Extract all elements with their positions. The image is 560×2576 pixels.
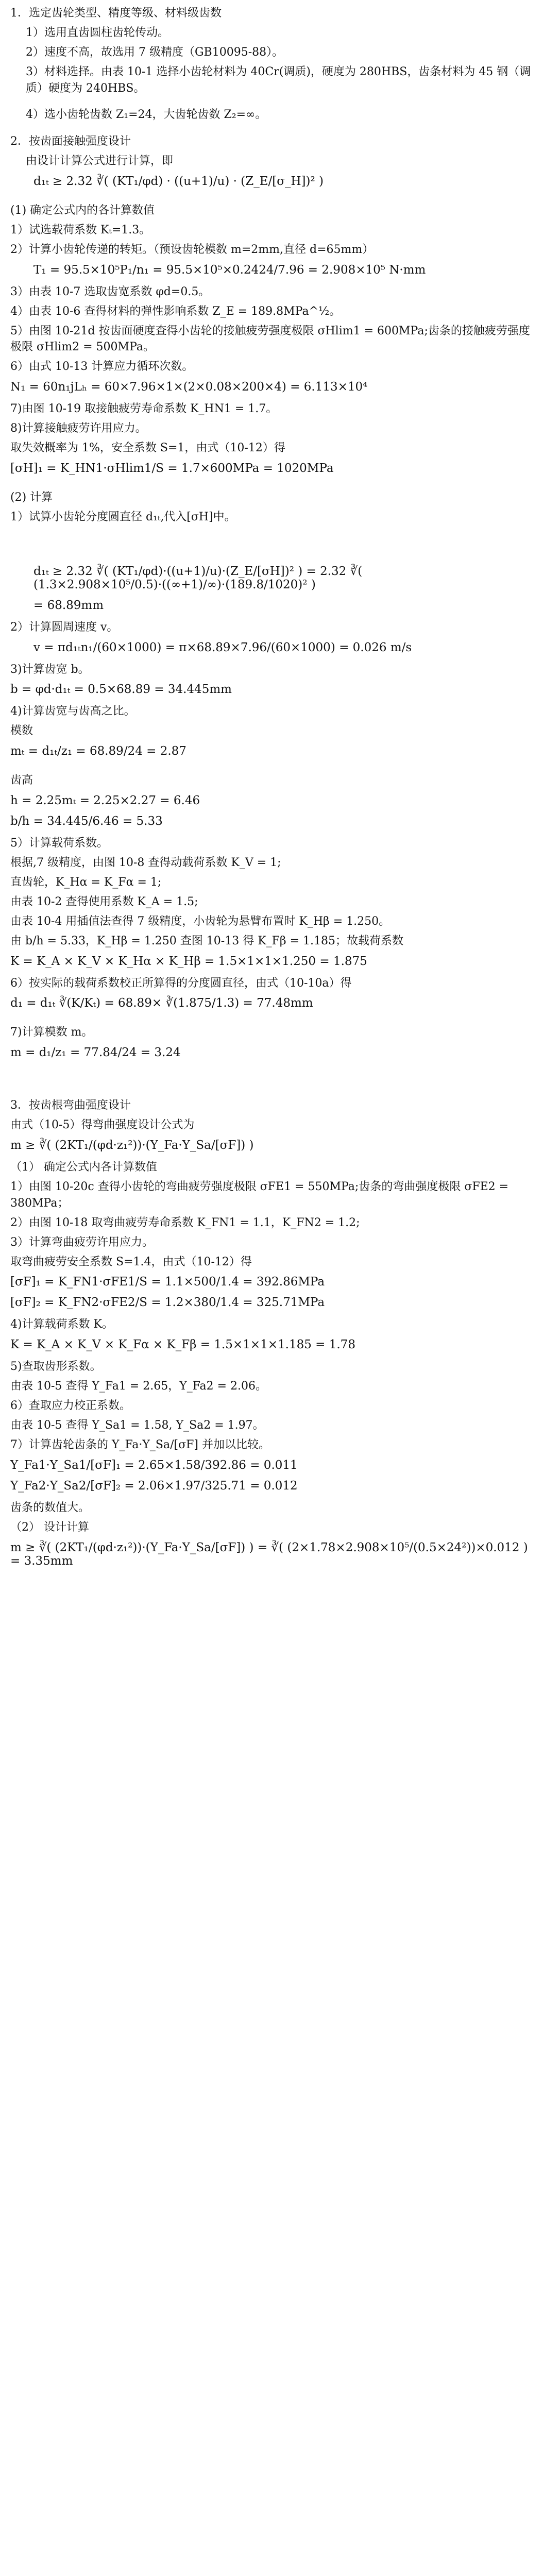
text-line: （2） 设计计算	[10, 1520, 89, 1534]
text-line: 5)查取齿形系数。	[10, 1360, 101, 1374]
text-line: 2）速度不高，故选用 7 级精度（GB10095-88）。	[26, 45, 284, 59]
text-line: 8)计算接触疲劳许用应力。	[10, 422, 147, 435]
text-line: 7）计算齿轮齿条的 Y_Fa·Y_Sa/[σF] 并加以比较。	[10, 1438, 270, 1451]
text-line: 由表 10-5 查得 Y_Fa1 = 2.65，Y_Fa2 = 2.06。	[10, 1380, 267, 1393]
text-line: 5）计算载荷系数。	[10, 837, 108, 850]
text-line: 齿高	[10, 774, 33, 787]
text-line: 由表 10-4 用插值法查得 7 级精度，小齿轮为悬臂布置时 K_Hβ = 1.250。	[10, 914, 391, 928]
text-line: 3）计算弯曲疲劳许用应力。	[10, 1235, 154, 1249]
formula-load-factor: K = K_A × K_V × K_Hα × K_Hβ = 1.5×1×1×1.250 = 1.875	[10, 954, 367, 968]
text-line: 由 b/h = 5.33，K_Hβ = 1.250 查图 10-13 得 K_Fβ = 1.185；故载荷系数	[10, 934, 404, 947]
section-2-title: 2．按齿面接触强度设计	[10, 135, 131, 148]
text-line: 7)由图 10-19 取接触疲劳寿命系数 K_HN1 = 1.7。	[10, 402, 278, 416]
text-line: 2）由图 10-18 取弯曲疲劳寿命系数 K_FN1 = 1.1，K_FN2 = 1.2;	[10, 1216, 360, 1229]
text-line: 4)计算齿宽与齿高之比。	[10, 705, 135, 718]
formula-trial-diameter: d₁ₜ ≥ 2.32 ∛( (KT₁/φd)·((u+1)/u)·(Z_E/[σH])² ) = 2.32 ∛( (1.3×2.908×10⁵/0.5)·((∞+1)/∞)·(189.8/1020)² )	[33, 564, 363, 591]
formula-module: mₜ = d₁ₜ/z₁ = 68.89/24 = 2.87	[10, 744, 186, 758]
text-line: 4）由表 10-6 查得材料的弹性影响系数 Z_E = 189.8MPa^½。	[10, 304, 341, 318]
text-line: 6）查取应力校正系数。	[10, 1399, 131, 1413]
text-line: 6）由式 10-13 计算应力循环次数。	[10, 360, 194, 374]
section-3-title: 3．按齿根弯曲强度设计	[10, 1099, 131, 1112]
formula-allowable-contact: [σH]₁ = K_HN1·σHlim1/S = 1.7×600MPa = 1020MPa	[10, 461, 334, 475]
text-line: 取失效概率为 1%，安全系数 S=1，由式（10-12）得	[10, 442, 285, 455]
text-line: 由设计计算公式进行计算，即	[26, 155, 174, 168]
formula-bending-design: m ≥ ∛( (2KT₁/(φd·z₁²))·(Y_Fa·Y_Sa/[σF]) )	[10, 1139, 254, 1153]
formula-final-module: m ≥ ∛( (2KT₁/(φd·z₁²))·(Y_Fa·Y_Sa/[σF]) ) = ∛( (2×1.78×2.908×10⁵/(0.5×24²))×0.012 ) = 3.35mm	[10, 1540, 528, 1568]
text-line: 1）试算小齿轮分度圆直径 d₁ₜ,代入[σH]中。	[10, 510, 236, 523]
text-line: 由表 10-2 查得使用系数 K_A = 1.5;	[10, 895, 198, 908]
text-line: 6）按实际的载荷系数校正所算得的分度圆直径，由式（10-10a）得	[10, 976, 352, 990]
section-1-title: 1．选定齿轮类型、精度等级、材料级齿数	[10, 7, 222, 20]
text-line: (1) 确定公式内的各计算数值	[10, 204, 155, 217]
text-line: 4）选小齿轮齿数 Z₁=24，大齿轮齿数 Z₂=∞。	[26, 108, 267, 122]
formula-ratio-gear: Y_Fa1·Y_Sa1/[σF]₁ = 2.65×1.58/392.86 = 0.011	[10, 1458, 298, 1472]
text-line: 1）由图 10-20c 查得小齿轮的弯曲疲劳强度极限 σFE1 = 550MPa;齿条的弯曲强度极限 σFE2 = 380MPa；	[10, 1180, 509, 1210]
text-line: 7)计算模数 m。	[10, 1026, 93, 1039]
text-line: 5）由图 10-21d 按齿面硬度查得小齿轮的接触疲劳强度极限 σHlim1 = 600MPa;齿条的接触疲劳强度极限 σHlim2 = 500MPa。	[10, 324, 530, 354]
formula-ratio-rack: Y_Fa2·Y_Sa2/[σF]₂ = 2.06×1.97/325.71 = 0.012	[10, 1479, 298, 1493]
formula-trial-diameter-result: = 68.89mm	[33, 598, 104, 612]
text-line: 根据,7 级精度，由图 10-8 查得动载荷系数 K_V = 1;	[10, 856, 281, 870]
formula-face-width: b = φd·d₁ₜ = 0.5×68.89 = 34.445mm	[10, 683, 232, 697]
text-line: 3)计算齿宽 b。	[10, 663, 90, 676]
formula-velocity: v = πd₁ₜn₁/(60×1000) = π×68.89×7.96/(60×1000) = 0.026 m/s	[33, 640, 412, 654]
text-line: 4)计算载荷系数 K。	[10, 1318, 114, 1331]
text-line: (2) 计算	[10, 490, 53, 504]
formula-corrected-diameter: d₁ = d₁ₜ ∛(K/Kₜ) = 68.89× ∛(1.875/1.3) = 77.48mm	[10, 996, 313, 1010]
text-line: 3）由表 10-7 选取齿宽系数 φd=0.5。	[10, 285, 210, 298]
text-line: 齿条的数值大。	[10, 1501, 90, 1514]
text-line: （1） 确定公式内各计算数值	[10, 1161, 157, 1174]
text-line: 由式（10-5）得弯曲强度设计公式为	[10, 1118, 195, 1132]
text-line: 模数	[10, 724, 33, 738]
text-line: 直齿轮，K_Hα = K_Fα = 1;	[10, 875, 162, 889]
formula-allowable-bending-2: [σF]₂ = K_FN2·σFE2/S = 1.2×380/1.4 = 325.71MPa	[10, 1296, 325, 1310]
text-line: 2）计算小齿轮传递的转矩。（预设齿轮模数 m=2mm,直径 d=65mm）	[10, 243, 374, 256]
text-line: 1）选用直齿圆柱齿轮传动。	[26, 26, 169, 39]
text-line: 1）试选载荷系数 Kₜ=1.3。	[10, 224, 151, 237]
text-line: 取弯曲疲劳安全系数 S=1.4，由式（10-12）得	[10, 1255, 252, 1268]
text-line: 2）计算圆周速度 v。	[10, 620, 118, 634]
text-line: 3）材料选择。由表 10-1 选择小齿轮材料为 40Cr(调质)，硬度为 280HBS，齿条材料为 45 钢（调质）硬度为 240HBS。	[26, 65, 531, 95]
text-line: 由表 10-5 查得 Y_Sa1 = 1.58, Y_Sa2 = 1.97。	[10, 1418, 264, 1432]
formula-contact-design: d₁ₜ ≥ 2.32 ∛( (KT₁/φd) · ((u+1)/u) · (Z_E/[σ_H])² )	[33, 175, 324, 189]
formula-stress-cycles: N₁ = 60n₁jLₕ = 60×7.96×1×(2×0.08×200×4) = 6.113×10⁴	[10, 380, 368, 394]
formula-tooth-height: h = 2.25mₜ = 2.25×2.27 = 6.46	[10, 794, 200, 808]
formula-width-height-ratio: b/h = 34.445/6.46 = 5.33	[10, 815, 163, 828]
formula-load-factor-bending: K = K_A × K_V × K_Fα × K_Fβ = 1.5×1×1×1.185 = 1.78	[10, 1338, 355, 1352]
formula-allowable-bending-1: [σF]₁ = K_FN1·σFE1/S = 1.1×500/1.4 = 392.86MPa	[10, 1275, 325, 1289]
formula-module-m: m = d₁/z₁ = 77.84/24 = 3.24	[10, 1046, 181, 1060]
formula-torque: T₁ = 95.5×10⁵P₁/n₁ = 95.5×10⁵×0.2424/7.96 = 2.908×10⁵ N·mm	[33, 263, 426, 277]
